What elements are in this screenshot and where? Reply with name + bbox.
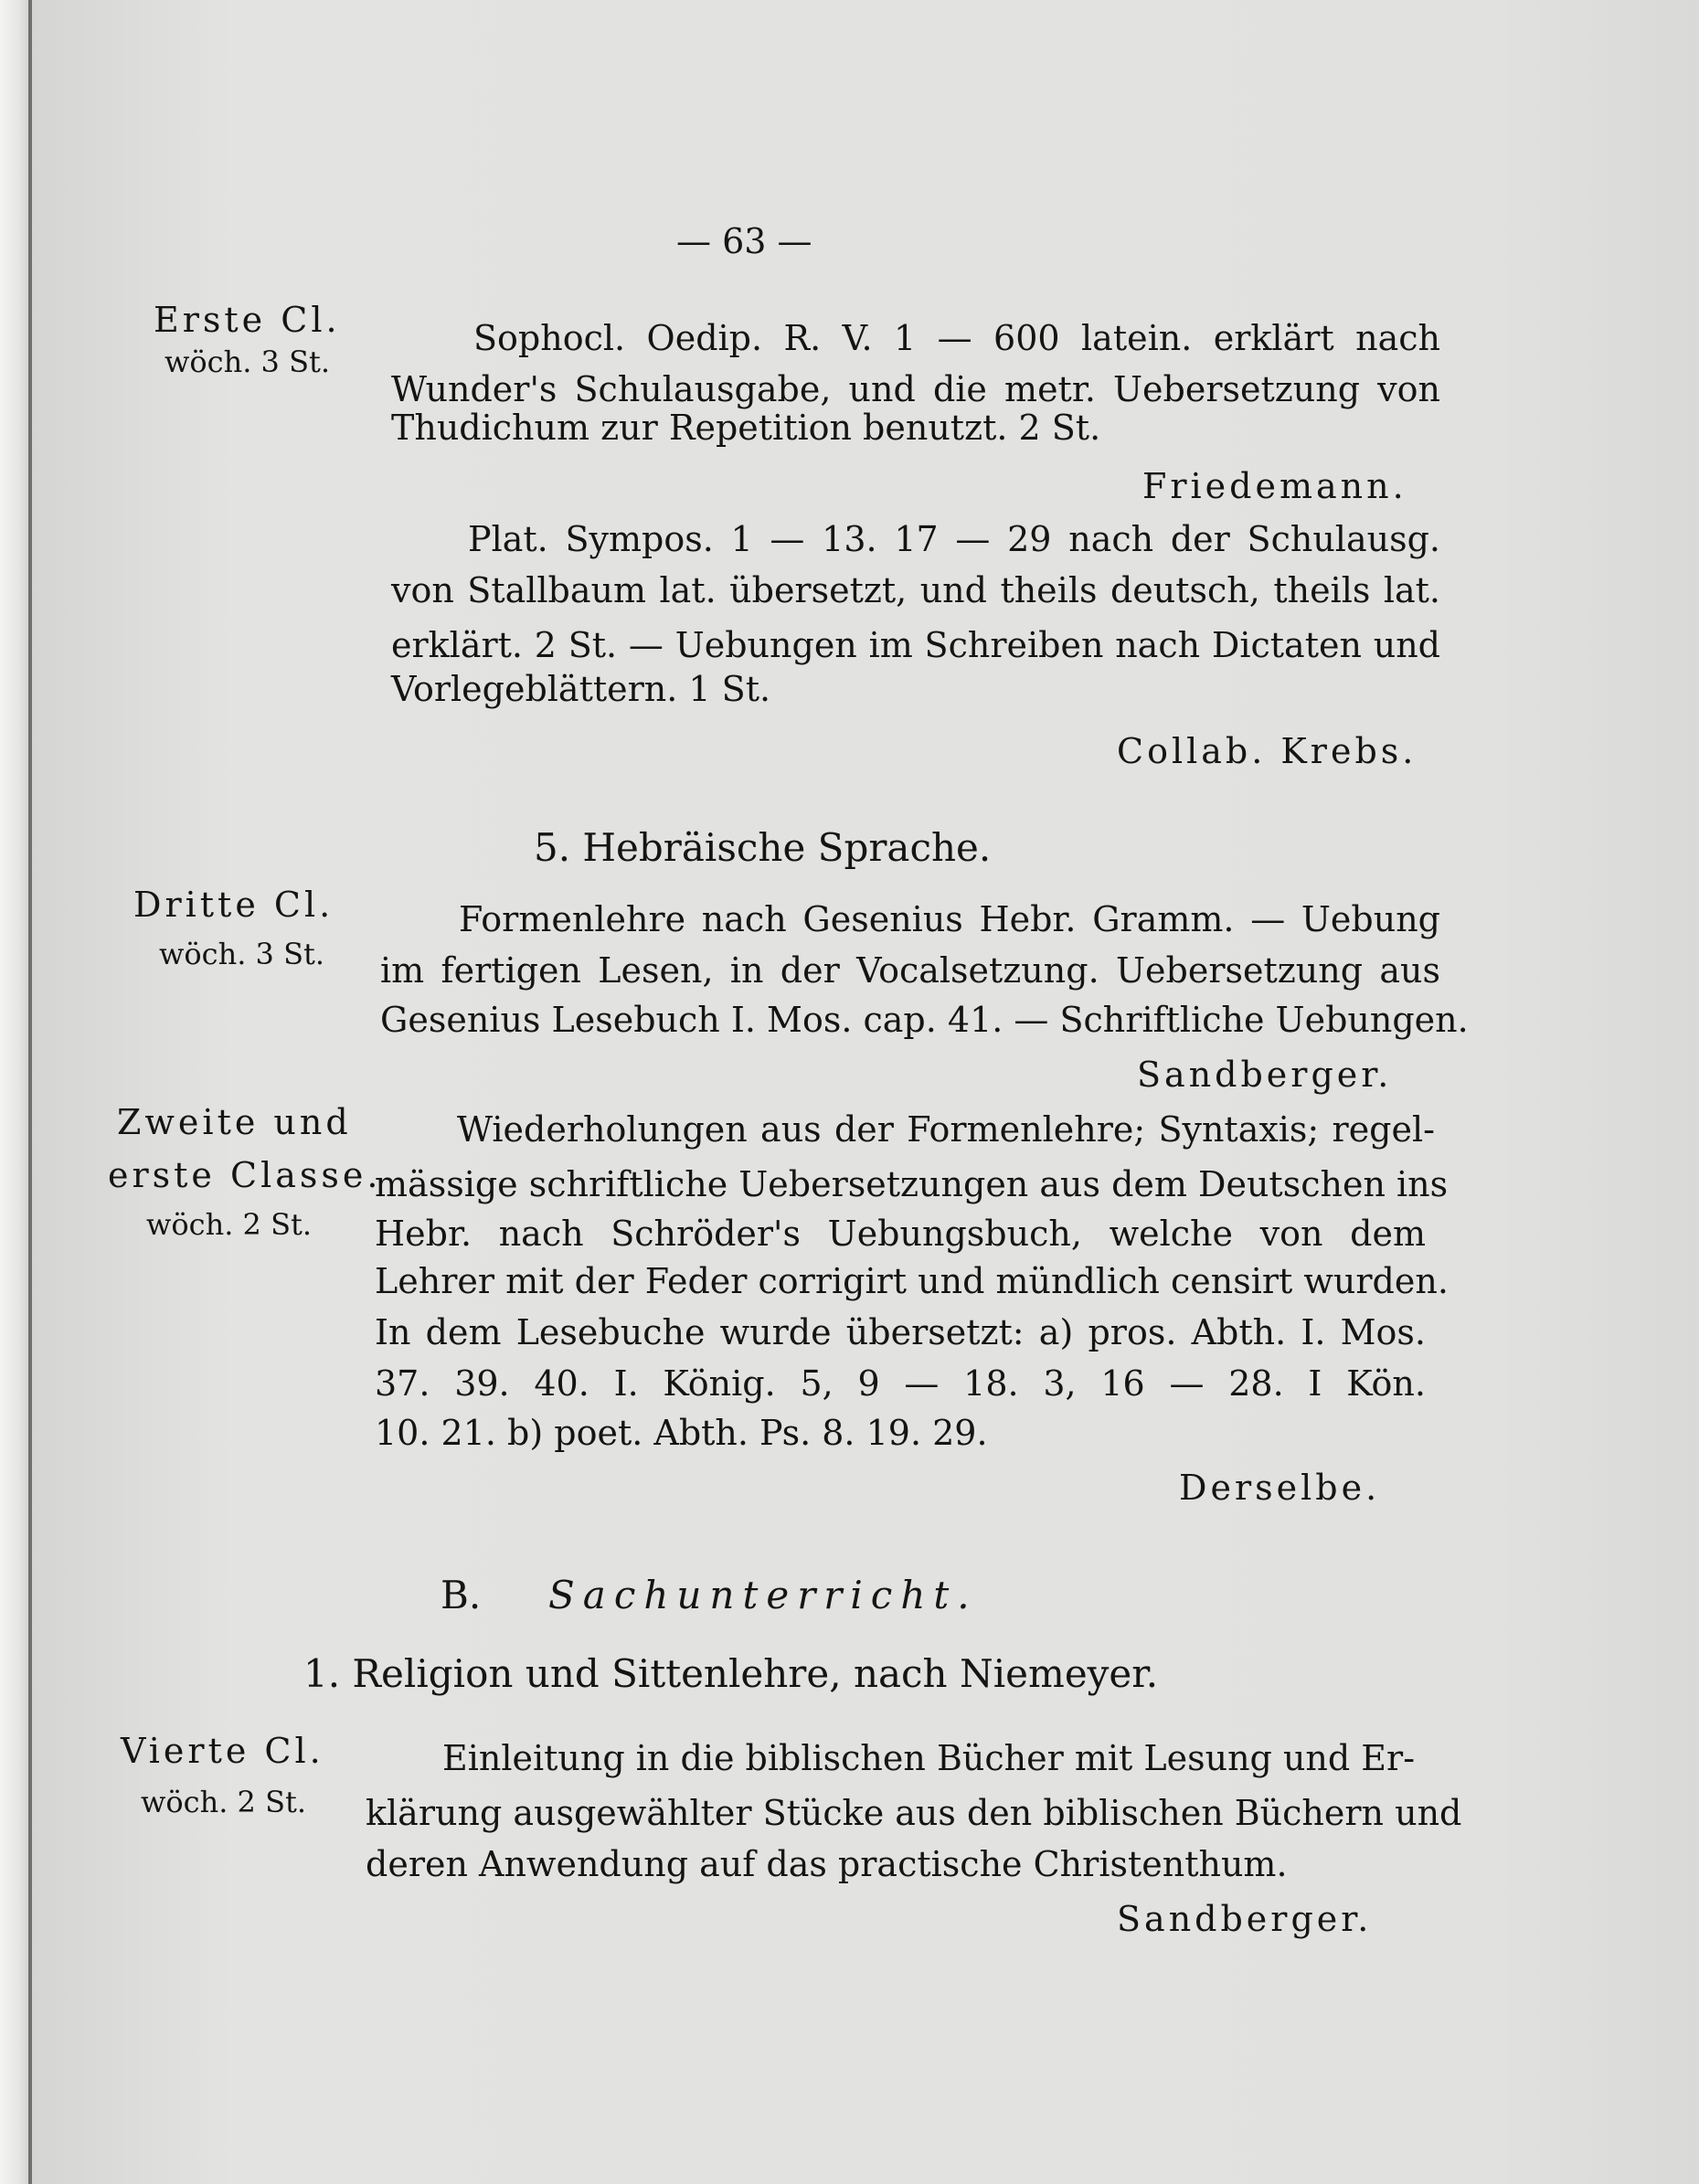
text-line: Sophocl. Oedip. R. V. 1 — 600 latein. erklärt nach: [473, 318, 1440, 358]
class-label: Dritte Cl.: [133, 885, 334, 925]
text-line: Plat. Sympos. 1 — 13. 17 — 29 nach der Schulausg.: [468, 519, 1440, 559]
book-gutter: [0, 0, 31, 2184]
text-line: Formenlehre nach Gesenius Hebr. Gramm. — Uebung: [459, 899, 1440, 939]
text-line: In dem Lesebuche wurde übersetzt: a) pros. Abth. I. Mos.: [375, 1312, 1426, 1352]
text-line: mässige schriftliche Uebersetzungen aus dem Deutschen ins: [375, 1164, 1449, 1204]
teacher-signature: Sandberger.: [1137, 1055, 1393, 1095]
text-line: Gesenius Lesebuch I. Mos. cap. 41. — Schriftliche Uebungen.: [380, 1000, 1469, 1040]
text-line: Lehrer mit der Feder corrigirt und mündlich censirt wurden.: [375, 1261, 1449, 1301]
text-line: Vorlegeblättern. 1 St.: [391, 669, 771, 709]
text-line: Thudichum zur Repetition benutzt. 2 St.: [391, 408, 1101, 448]
hours-label: wöch. 2 St.: [146, 1207, 313, 1242]
hours-label: wöch. 3 St.: [159, 937, 325, 971]
teacher-signature: Friedemann.: [1142, 466, 1407, 506]
text-line: Einleitung in die biblischen Bücher mit Lesung und Er-: [442, 1738, 1416, 1778]
section-heading: 5. Hebräische Sprache.: [534, 825, 992, 870]
text-line: Hebr. nach Schröder's Uebungsbuch, welche von dem: [375, 1214, 1426, 1254]
text-line: im fertigen Lesen, in der Vocalsetzung. Uebersetzung aus: [380, 950, 1440, 991]
text-line: deren Anwendung auf das practische Christenthum.: [366, 1844, 1288, 1884]
hours-label: wöch. 3 St.: [165, 345, 331, 379]
part-heading: Sachunterricht.: [548, 1573, 978, 1617]
subsection-heading: 1. Religion und Sittenlehre, nach Niemeyer.: [303, 1651, 1159, 1696]
teacher-signature: Collab. Krebs.: [1117, 731, 1418, 771]
text-line: 10. 21. b) poet. Abth. Ps. 8. 19. 29.: [375, 1413, 988, 1453]
text-line: Wunder's Schulausgabe, und die metr. Uebersetzung von: [391, 369, 1440, 409]
text-line: erklärt. 2 St. — Uebungen im Schreiben nach Dictaten und: [391, 625, 1440, 665]
class-label: Zweite und: [117, 1102, 352, 1142]
teacher-signature: Derselbe.: [1179, 1468, 1381, 1508]
class-label: erste Classe.: [108, 1155, 382, 1195]
text-line: von Stallbaum lat. übersetzt, und theils deutsch, theils lat.: [391, 570, 1440, 610]
text-line: klärung ausgewählter Stücke aus den biblischen Büchern und: [366, 1793, 1462, 1833]
teacher-signature: Sandberger.: [1117, 1899, 1373, 1939]
hours-label: wöch. 2 St.: [141, 1785, 307, 1819]
text-line: Wiederholungen aus der Formenlehre; Syntaxis; regel-: [457, 1109, 1435, 1150]
text-line: 37. 39. 40. I. König. 5, 9 — 18. 3, 16 — 28. I Kön.: [375, 1363, 1426, 1404]
page-number: — 63 —: [676, 221, 812, 261]
part-letter: B.: [441, 1573, 482, 1617]
class-label: Vierte Cl.: [121, 1731, 324, 1771]
class-label: Erste Cl.: [154, 300, 341, 340]
